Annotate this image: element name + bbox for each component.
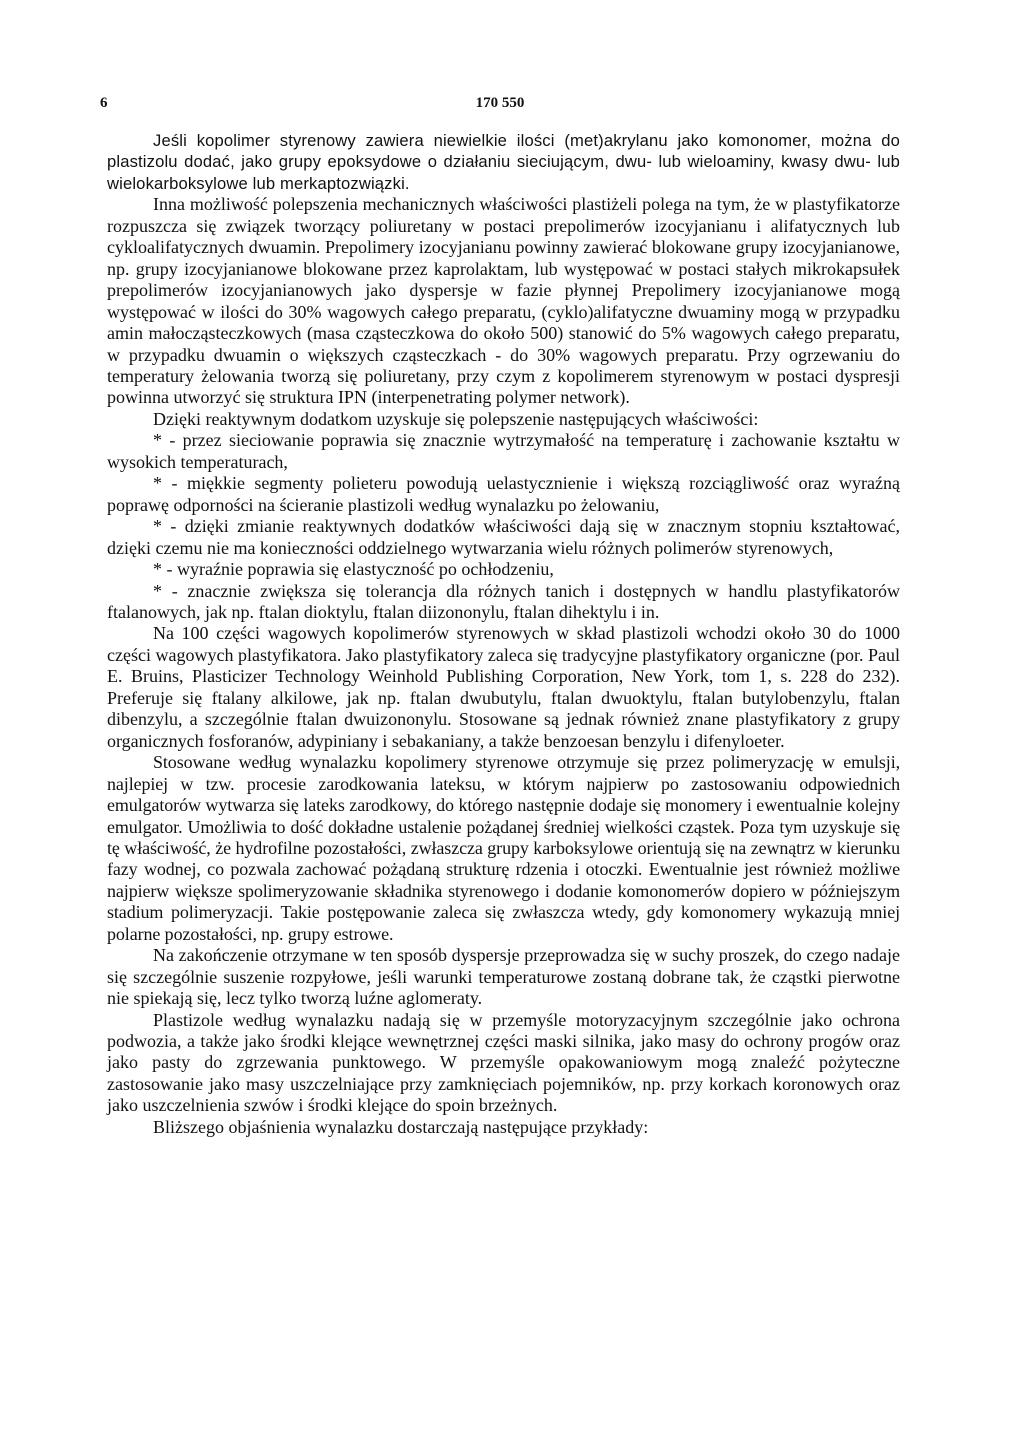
patent-number: 170 550: [475, 95, 525, 111]
paragraph: Plastizole według wynalazku nadają się w przemyśle motoryzacyjnym szczególnie jako ochrona podwozia, a także jako środki klejące wewnętrznej części maski silnika, jako masy do ochrony progów oraz jako pasty do zgrzewania punktowego. W przemyśle opakowaniowym mogą znaleźć pożyteczne zastosowanie jako masy uszczelniające przy zamknięciach pojemników, np. przy korkach koronowych oraz jako uszczelnienia szwów i środki klejące do spoin brzeżnych.: [107, 1009, 900, 1116]
bullet-item: * - znacznie zwiększa się tolerancja dla różnych tanich i dostępnych w handlu plastyfikatorów ftalanowych, jak np. ftalan dioktylu, ftalan diizononylu, ftalan dihektylu i in.: [107, 580, 900, 622]
body-text: [107, 130, 900, 1138]
paragraph: Dzięki reaktywnym dodatkom uzyskuje się polepszenie następujących właściwości:: [153, 408, 759, 429]
paragraph: Inna możliwość polepszenia mechanicznych właściwości plastiżeli polega na tym, że w plastyfikatorze rozpuszcza się związek tworzący poliuretany w postaci prepolimerów izocyjanianu i alifatycznych lub cykloalifatycznych dwuamin. Prepolimery izocyjanianu powinny zawierać blokowane grupy izocyjanianowe, np. grupy izocyjanianowe blokowane przez kaprolaktam, lub występować w postaci stałych mikrokapsułek prepolimerów izocyjanianowych jako dyspersje w fazie płynnej Prepolimery izocyjanianowe mogą występować w ilości do 30% wagowych całego preparatu, (cyklo)alifatyczne dwuaminy mogą w przypadku amin małocząsteczkowych (masa cząsteczkowa do około 500) stanowić do 5% wagowych całego preparatu, w przypadku dwuamin o większych cząsteczkach - do 30% wagowych preparatu. Przy ogrzewaniu do temperatury żelowania tworzą się poliuretany, przy czym z kopolimerem styrenowym w postaci dyspresji powinna utworzyć się struktura IPN (interpenetrating polymer network).: [107, 194, 900, 408]
paragraph: Na 100 części wagowych kopolimerów styrenowych w skład plastizoli wchodzi około 30 do 1000 części wagowych plastyfikatora. Jako plastyfikatory zaleca się tradycyjne plastyfikatory organiczne (por. Paul E. Bruins, Plasticizer Technology Weinhold Publishing Corporation, New York, tom 1, s. 228 do 232). Preferuje się ftalany alkilowe, jak np. ftalan dwubutylu, ftalan dwuoktylu, ftalan butylobenzylu, ftalan dibenzylu, a szczególnie ftalan dwuizononylu. Stosowane są jednak również znane plastyfikatory z grupy organicznych fosforanów, adypiniany i sebakaniany, a także benzoesan benzylu i difenyloeter.: [107, 623, 900, 751]
bullet-item: * - dzięki zmianie reaktywnych dodatków właściwości dają się w znacznym stopniu kształtować, dzięki czemu nie ma konieczności oddzielnego wytwarzania wielu różnych polimerów styrenowych,: [107, 516, 900, 558]
paragraph: Jeśli kopolimer styrenowy zawiera niewielkie ilości (met)akrylanu jako komonomer, można do plastizolu dodać, jako grupy epoksydowe o działaniu sieciującym, dwu- lub wieloaminy, kwasy dwu- lub wielokarboksylowe lub merkaptozwiązki.: [107, 131, 900, 193]
bullet-item: * - miękkie segmenty polieteru powodują uelastycznienie i większą rozciągliwość oraz wyraźną poprawę odporności na ścieranie plastizoli według wynalazku po żelowaniu,: [107, 473, 900, 515]
page-number: 6: [100, 95, 108, 111]
paragraph: Na zakończenie otrzymane w ten sposób dyspersje przeprowadza się w suchy proszek, do czego nadaje się szczególnie suszenie rozpyłowe, jeśli warunki temperaturowe zostaną dobrane tak, że cząstki pierwotne nie spiekają się, lecz tylko tworzą luźne aglomeraty.: [107, 945, 900, 1009]
paragraph: Bliższego objaśnienia wynalazku dostarczają następujące przykłady:: [153, 1116, 649, 1137]
paragraph: Stosowane według wynalazku kopolimery styrenowe otrzymuje się przez polimeryzację w emulsji, najlepiej w tzw. procesie zarodkowania lateksu, w którym najpierw po zastosowaniu odpowiednich emulgatorów wytwarza się lateks zarodkowy, do którego następnie dodaje się monomery i ewentualnie kolejny emulgator. Umożliwia to dość dokładne ustalenie pożądanej średniej wielkości cząstek. Poza tym uzyskuje się tę właściwość, że hydrofilne pozostałości, zwłaszcza grupy karboksylowe orientują się na zewnątrz w kierunku fazy wodnej, co pozwala zachować pożądaną strukturę rdzenia i otoczki. Ewentualnie jest również możliwe najpierw większe spolimeryzowanie składnika styrenowego i dodanie komonomerów dopiero w późniejszym stadium polimeryzacji. Takie postępowanie zaleca się zwłaszcza wtedy, gdy komonomery wykazują mniej polarne pozostałości, np. grupy estrowe.: [107, 752, 900, 944]
bullet-item: * - przez sieciowanie poprawia się znacznie wytrzymałość na temperaturę i zachowanie kształtu w wysokich temperaturach,: [107, 430, 900, 472]
page-header: [100, 95, 900, 119]
bullet-item: * - wyraźnie poprawia się elastyczność po ochłodzeniu,: [153, 559, 554, 580]
